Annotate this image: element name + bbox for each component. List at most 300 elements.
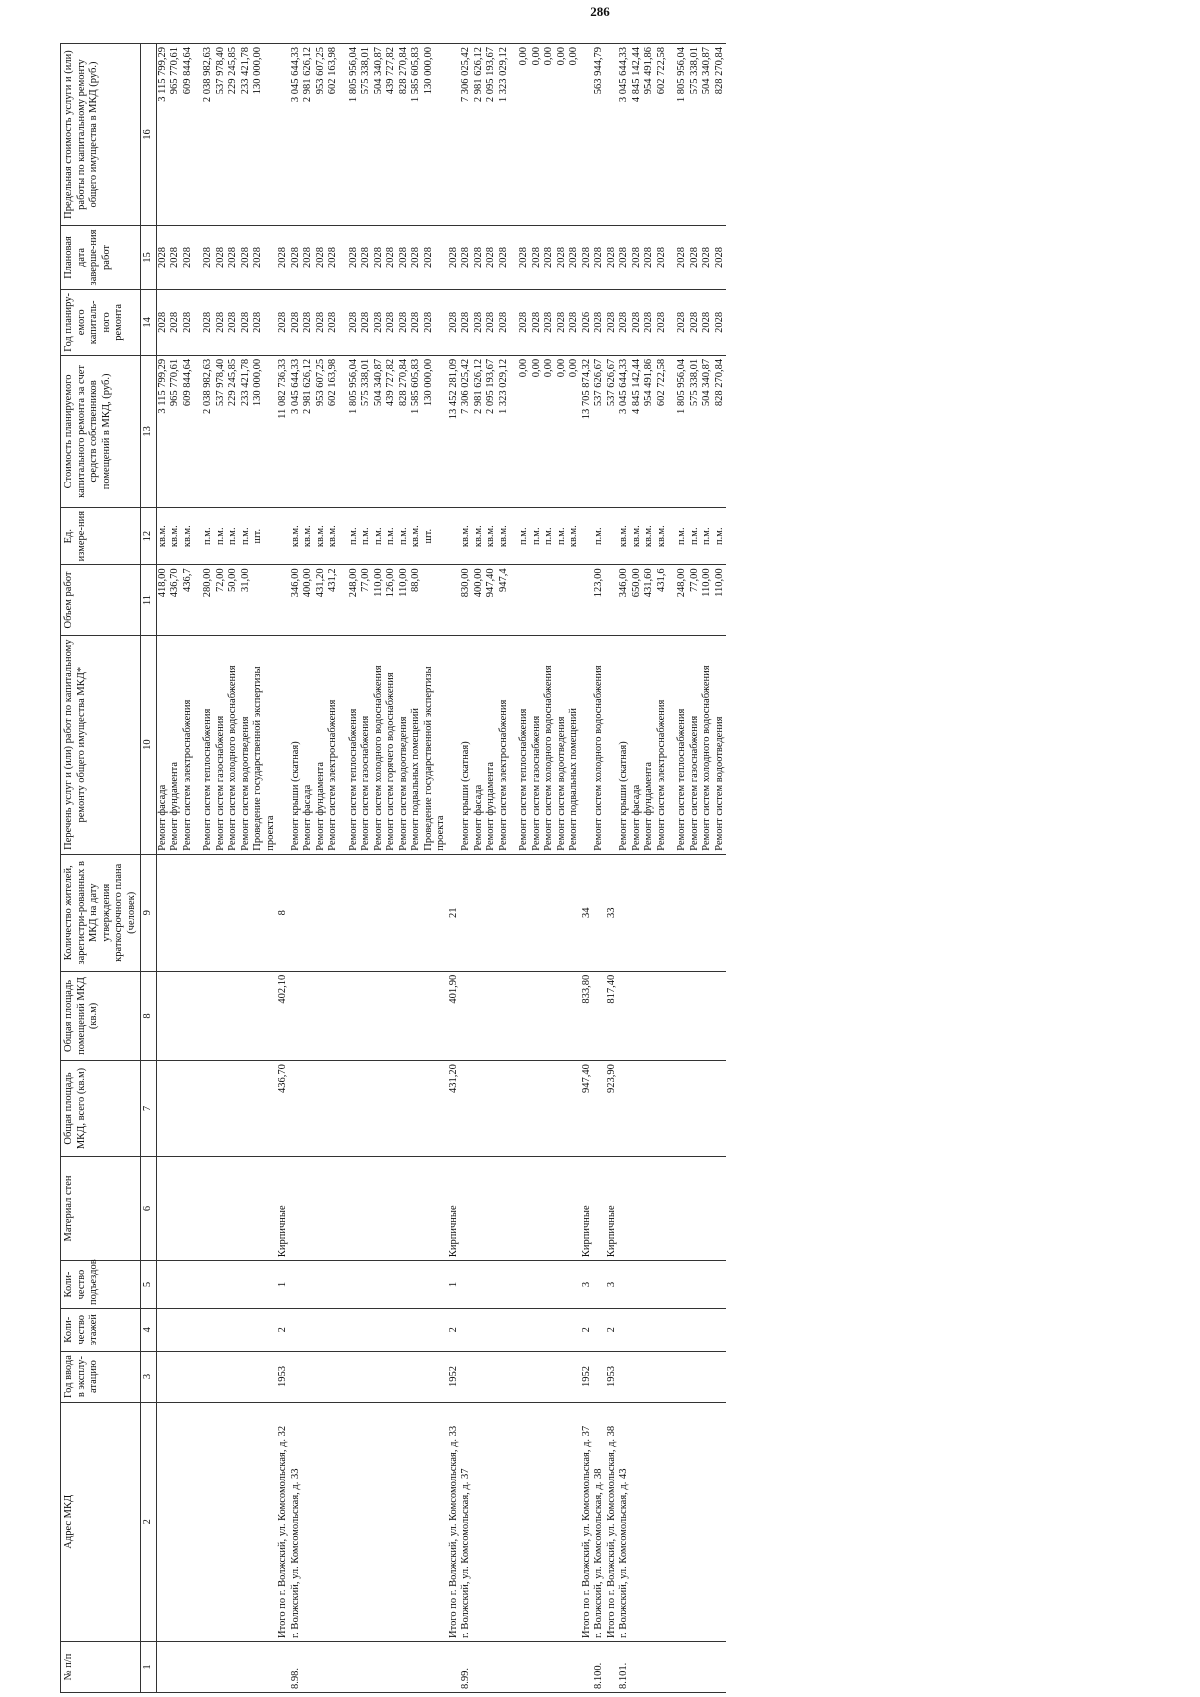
table-cell: 2028 <box>460 226 473 290</box>
table-cell <box>360 1308 373 1351</box>
table-cell <box>302 1641 315 1692</box>
table-cell <box>327 1156 340 1260</box>
header-cell: Перечень услуг и (или) работ по капитальному ремонту общего имущества МКД* <box>61 635 141 854</box>
table-cell <box>340 1156 348 1260</box>
table-cell: п.м. <box>348 507 361 564</box>
table-cell <box>385 1641 398 1692</box>
table-cell <box>510 355 518 507</box>
header-cell: Год планиру-емого капиталь-ного ремонта <box>61 289 141 355</box>
table-cell <box>423 854 448 971</box>
table-cell <box>169 1061 182 1157</box>
table-cell: 2028 <box>290 289 303 355</box>
table-cell: 346,00 <box>618 565 631 635</box>
table-row <box>315 44 328 1693</box>
table-cell: 2028 <box>169 226 182 290</box>
column-number: 9 <box>141 854 157 971</box>
table-row <box>689 44 702 1693</box>
table-cell: Ремонт крыши (скатная) <box>460 635 473 854</box>
table-cell <box>460 971 473 1060</box>
table-row <box>360 44 373 1693</box>
table-cell: 2028 <box>202 226 215 290</box>
table-cell <box>643 1641 656 1692</box>
table-cell <box>510 1402 518 1641</box>
table-cell: кв.м. <box>290 507 303 564</box>
table-cell: 2028 <box>373 226 386 290</box>
total-row <box>277 44 290 1693</box>
header-row <box>61 44 141 1693</box>
table-cell <box>385 1261 398 1309</box>
table-cell <box>668 1308 676 1351</box>
table-cell: 2 981 626,12 <box>302 355 315 507</box>
table-row <box>460 44 473 1693</box>
table-cell <box>518 1641 531 1692</box>
table-cell <box>410 971 423 1060</box>
table-cell <box>182 971 195 1060</box>
table-cell: Ремонт систем газоснабжения <box>215 635 228 854</box>
table-cell <box>373 971 386 1060</box>
table-cell <box>485 1402 498 1641</box>
table-cell <box>252 1402 277 1641</box>
table-cell: 2028 <box>202 289 215 355</box>
column-number: 2 <box>141 1402 157 1641</box>
table-cell <box>215 971 228 1060</box>
table-cell <box>531 1402 544 1641</box>
table-cell <box>194 854 202 971</box>
table-cell <box>510 971 518 1060</box>
table-row <box>714 44 727 1693</box>
table-cell: 609 844,64 <box>182 355 195 507</box>
table-cell: 833,80 <box>581 971 594 1060</box>
table-cell: 77,00 <box>689 565 702 635</box>
table-cell <box>656 1402 669 1641</box>
table-cell: 2028 <box>518 289 531 355</box>
table-cell <box>498 1402 511 1641</box>
table-cell: 1953 <box>606 1351 619 1402</box>
table-cell: 280,00 <box>202 565 215 635</box>
table-cell <box>156 1308 169 1351</box>
table-cell: 436,70 <box>169 565 182 635</box>
table-cell <box>701 1308 714 1351</box>
table-cell: 2028 <box>676 226 689 290</box>
table-row <box>531 44 544 1693</box>
table-cell <box>410 1061 423 1157</box>
table-row <box>385 44 398 1693</box>
table-cell: 2028 <box>701 226 714 290</box>
table-cell <box>348 1351 361 1402</box>
table-cell <box>510 1261 518 1309</box>
table-cell: 0,00 <box>531 355 544 507</box>
table-cell <box>568 1351 581 1402</box>
table-cell <box>498 1156 511 1260</box>
table-cell <box>202 854 215 971</box>
table-cell <box>631 1061 644 1157</box>
table-cell <box>581 507 594 564</box>
table-cell <box>156 1641 169 1692</box>
table-cell: 130 000,00 <box>423 44 448 226</box>
table-cell <box>556 971 569 1060</box>
table-cell: кв.м. <box>656 507 669 564</box>
table-cell <box>689 1402 702 1641</box>
column-number: 1 <box>141 1641 157 1692</box>
table-cell: 953 607,25 <box>315 44 328 226</box>
table-cell: 2028 <box>498 226 511 290</box>
header-cell: Адрес МКД <box>61 1402 141 1641</box>
table-cell: 602 163,98 <box>327 44 340 226</box>
table-cell <box>385 1351 398 1402</box>
table-cell: 2028 <box>240 226 253 290</box>
table-cell <box>252 1641 277 1692</box>
table-cell <box>169 854 182 971</box>
table-row <box>498 44 511 1693</box>
table-cell <box>531 565 544 635</box>
table-cell <box>423 1402 448 1641</box>
table-cell <box>240 1402 253 1641</box>
table-cell <box>169 1261 182 1309</box>
table-cell: кв.м. <box>169 507 182 564</box>
table-cell <box>581 44 594 226</box>
table-cell <box>714 854 727 971</box>
table-cell: 2028 <box>568 289 581 355</box>
table-cell <box>194 635 202 854</box>
table-cell: 2028 <box>215 289 228 355</box>
table-cell <box>156 854 169 971</box>
table-cell: Ремонт фасада <box>156 635 169 854</box>
table-cell: 0,00 <box>518 44 531 226</box>
table-cell <box>543 1641 556 1692</box>
table-cell: 537 626,67 <box>593 355 606 507</box>
table-cell: 2028 <box>593 289 606 355</box>
table-cell <box>302 1156 315 1260</box>
table-cell <box>373 1641 386 1692</box>
table-cell: 563 944,79 <box>593 44 606 226</box>
table-cell <box>302 1402 315 1641</box>
table-cell: 2028 <box>182 226 195 290</box>
table-cell <box>215 1351 228 1402</box>
table-cell <box>398 1261 411 1309</box>
table-cell: Ремонт фундамента <box>315 635 328 854</box>
table-cell: п.м. <box>701 507 714 564</box>
table-row <box>676 44 689 1693</box>
table-cell: 650,00 <box>631 565 644 635</box>
table-cell <box>689 1061 702 1157</box>
table-cell: 602 722,58 <box>656 355 669 507</box>
table-cell <box>668 355 676 507</box>
table-cell <box>593 1156 606 1260</box>
table-cell: Ремонт систем теплоснабжения <box>518 635 531 854</box>
table-cell: 2028 <box>315 226 328 290</box>
table-cell <box>340 226 348 290</box>
table-cell <box>202 1061 215 1157</box>
header-cell: Год ввода в эксплу-атацию <box>61 1351 141 1402</box>
table-cell: 828 270,84 <box>714 44 727 226</box>
table-cell <box>510 1641 518 1692</box>
table-cell <box>676 1156 689 1260</box>
table-cell <box>340 507 348 564</box>
table-cell: 2028 <box>518 226 531 290</box>
header-cell: Общая площадь помещений МКД (кв.м) <box>61 971 141 1060</box>
table-cell: Ремонт подвальных помещений <box>410 635 423 854</box>
table-cell <box>714 971 727 1060</box>
table-cell <box>277 1641 290 1692</box>
table-row <box>373 44 386 1693</box>
table-cell <box>340 289 348 355</box>
table-cell: 2028 <box>215 226 228 290</box>
table-cell: 33 <box>606 854 619 971</box>
column-number: 5 <box>141 1261 157 1309</box>
table-cell <box>202 1156 215 1260</box>
table-cell <box>668 1061 676 1157</box>
table-cell <box>348 1156 361 1260</box>
table-cell <box>194 971 202 1060</box>
table-cell <box>485 1061 498 1157</box>
table-cell: 1 585 605,83 <box>410 44 423 226</box>
table-cell <box>423 1308 448 1351</box>
table-cell <box>315 1641 328 1692</box>
table-cell: кв.м. <box>643 507 656 564</box>
table-cell <box>581 565 594 635</box>
table-cell: 233 421,78 <box>240 355 253 507</box>
table-cell <box>398 854 411 971</box>
table-cell: г. Волжский, ул. Комсомольская, д. 33 <box>290 1402 303 1641</box>
table-cell <box>606 1641 619 1692</box>
table-cell <box>701 1061 714 1157</box>
table-cell: Итого по г. Волжский, ул. Комсомольская, д. 32 <box>277 1402 290 1641</box>
table-cell: 828 270,84 <box>398 44 411 226</box>
table-cell <box>448 1641 461 1692</box>
table-cell <box>714 1641 727 1692</box>
table-cell <box>194 1308 202 1351</box>
table-cell <box>240 1061 253 1157</box>
table-cell <box>593 1061 606 1157</box>
table-cell <box>182 1641 195 1692</box>
table-cell: кв.м. <box>182 507 195 564</box>
table-row <box>701 44 714 1693</box>
table-cell: 2028 <box>327 226 340 290</box>
table-cell <box>398 1641 411 1692</box>
table-cell: Ремонт крыши (скатная) <box>618 635 631 854</box>
table-cell: 0,00 <box>543 44 556 226</box>
table-cell <box>518 971 531 1060</box>
table-cell <box>618 1261 631 1309</box>
table-cell <box>340 1061 348 1157</box>
table-cell: 2028 <box>423 289 448 355</box>
table-cell <box>194 1261 202 1309</box>
table-cell <box>327 1351 340 1402</box>
table-row <box>410 44 423 1693</box>
table-cell: 3 045 644,33 <box>618 44 631 226</box>
table-cell: Ремонт фундамента <box>485 635 498 854</box>
table-cell <box>676 1061 689 1157</box>
table-cell <box>656 854 669 971</box>
table-cell <box>518 565 531 635</box>
table-cell: 77,00 <box>360 565 373 635</box>
table-cell <box>510 565 518 635</box>
table-cell: 1 <box>277 1261 290 1309</box>
table-cell <box>373 1308 386 1351</box>
table-cell: 2028 <box>606 226 619 290</box>
table-cell: 504 340,87 <box>701 355 714 507</box>
table-cell: 2026 <box>581 289 594 355</box>
table-row <box>215 44 228 1693</box>
table-cell: п.м. <box>240 507 253 564</box>
table-cell: 248,00 <box>676 565 689 635</box>
table-cell: 2028 <box>701 289 714 355</box>
table-cell: 2028 <box>556 289 569 355</box>
table-row <box>182 44 195 1693</box>
table-cell: 1952 <box>581 1351 594 1402</box>
header-cell: Материал стен <box>61 1156 141 1260</box>
table-cell <box>360 1156 373 1260</box>
table-cell: Ремонт систем водоотведения <box>714 635 727 854</box>
table-cell <box>340 854 348 971</box>
table-cell <box>327 1641 340 1692</box>
table-row <box>568 44 581 1693</box>
table-cell <box>631 1308 644 1351</box>
table-row <box>543 44 556 1693</box>
table-cell: 1 805 956,04 <box>676 44 689 226</box>
table-cell <box>169 1641 182 1692</box>
table-cell <box>182 1061 195 1157</box>
table-cell <box>518 1061 531 1157</box>
table-cell: Итого по г. Волжский, ул. Комсомольская, д. 37 <box>581 1402 594 1641</box>
table-cell <box>315 1061 328 1157</box>
table-cell: п.м. <box>531 507 544 564</box>
table-cell: 2028 <box>315 289 328 355</box>
table-cell <box>460 1156 473 1260</box>
column-number: 15 <box>141 226 157 290</box>
table-cell: 2028 <box>182 289 195 355</box>
header-cell: Предельная стоимость услуги и (или) работы по капитальному ремонту общего имущества в МКД (руб.) <box>61 44 141 226</box>
table-cell <box>631 1641 644 1692</box>
table-cell: п.м. <box>227 507 240 564</box>
table-cell <box>485 1308 498 1351</box>
column-number: 3 <box>141 1351 157 1402</box>
table-cell <box>277 507 290 564</box>
total-row <box>448 44 461 1693</box>
table-cell: 504 340,87 <box>373 355 386 507</box>
table-cell <box>194 289 202 355</box>
table-cell <box>606 635 619 854</box>
table-cell: 11 082 736,33 <box>277 355 290 507</box>
table-cell: 2028 <box>410 226 423 290</box>
table-cell: Ремонт систем теплоснабжения <box>348 635 361 854</box>
table-cell <box>360 1351 373 1402</box>
table-cell: 2 038 982,63 <box>202 44 215 226</box>
table-cell <box>398 1402 411 1641</box>
table-cell: 2028 <box>360 226 373 290</box>
table-cell: 8 <box>277 854 290 971</box>
table-cell <box>373 854 386 971</box>
table-cell: 0,00 <box>568 44 581 226</box>
table-cell <box>568 1261 581 1309</box>
table-cell <box>510 1061 518 1157</box>
table-cell: 72,00 <box>215 565 228 635</box>
table-cell <box>327 854 340 971</box>
table-cell: Ремонт фундамента <box>643 635 656 854</box>
table-row <box>631 44 644 1693</box>
table-cell <box>701 1641 714 1692</box>
table-cell <box>643 1308 656 1351</box>
table-cell: 2028 <box>252 289 277 355</box>
table-cell: 1 323 029,12 <box>498 355 511 507</box>
table-cell: кв.м. <box>460 507 473 564</box>
table-cell: п.м. <box>543 507 556 564</box>
table-cell <box>676 1351 689 1402</box>
table-cell <box>556 1061 569 1157</box>
table-cell: 233 421,78 <box>240 44 253 226</box>
table-cell: Ремонт систем электроснабжения <box>182 635 195 854</box>
table-cell <box>656 1261 669 1309</box>
table-cell: 3 045 644,33 <box>290 44 303 226</box>
table-cell <box>410 1402 423 1641</box>
table-cell <box>277 44 290 226</box>
table-cell <box>215 854 228 971</box>
table-cell: 537 626,67 <box>606 355 619 507</box>
table-cell <box>701 854 714 971</box>
table-cell: 3 115 799,29 <box>156 44 169 226</box>
table-cell <box>227 1641 240 1692</box>
table-cell: 130 000,00 <box>252 355 277 507</box>
spacer-row <box>668 44 676 1693</box>
table-cell <box>498 1061 511 1157</box>
table-cell: Ремонт систем горячего водоснабжения <box>385 635 398 854</box>
capital-repair-table <box>60 43 726 1693</box>
table-cell: Ремонт фасада <box>631 635 644 854</box>
table-cell <box>485 971 498 1060</box>
table-cell: 229 245,85 <box>227 44 240 226</box>
table-cell <box>714 1351 727 1402</box>
column-number: 6 <box>141 1156 157 1260</box>
table-cell <box>169 1308 182 1351</box>
table-cell: 31,00 <box>240 565 253 635</box>
table-cell: 400,00 <box>473 565 486 635</box>
table-cell: кв.м. <box>485 507 498 564</box>
table-cell <box>473 1641 486 1692</box>
table-cell: 88,00 <box>410 565 423 635</box>
table-cell: 2 <box>581 1308 594 1351</box>
table-cell: 2028 <box>498 289 511 355</box>
table-cell <box>302 1308 315 1351</box>
table-cell: Ремонт систем холодного водоснабжения <box>701 635 714 854</box>
table-cell <box>398 1156 411 1260</box>
table-cell: 2028 <box>156 289 169 355</box>
table-cell: Ремонт систем водоотведения <box>556 635 569 854</box>
table-cell <box>543 1261 556 1309</box>
table-cell: 947,4 <box>498 565 511 635</box>
spacer-row <box>510 44 518 1693</box>
table-cell <box>593 1308 606 1351</box>
table-cell: 575 338,01 <box>689 355 702 507</box>
table-cell: г. Волжский, ул. Комсомольская, д. 38 <box>593 1402 606 1641</box>
table-cell <box>410 1351 423 1402</box>
table-cell: 2028 <box>606 289 619 355</box>
table-row <box>156 44 169 1693</box>
table-cell <box>714 1308 727 1351</box>
table-cell <box>340 1308 348 1351</box>
table-cell: 0,00 <box>543 355 556 507</box>
table-cell: п.м. <box>556 507 569 564</box>
table-cell <box>510 1351 518 1402</box>
table-cell <box>668 635 676 854</box>
table-cell <box>348 854 361 971</box>
table-cell: 575 338,01 <box>360 44 373 226</box>
table-cell <box>593 1261 606 1309</box>
table-row <box>485 44 498 1693</box>
table-cell: 431,20 <box>448 1061 461 1157</box>
table-cell <box>593 1351 606 1402</box>
table-cell: 1 805 956,04 <box>676 355 689 507</box>
table-cell: 130 000,00 <box>423 355 448 507</box>
